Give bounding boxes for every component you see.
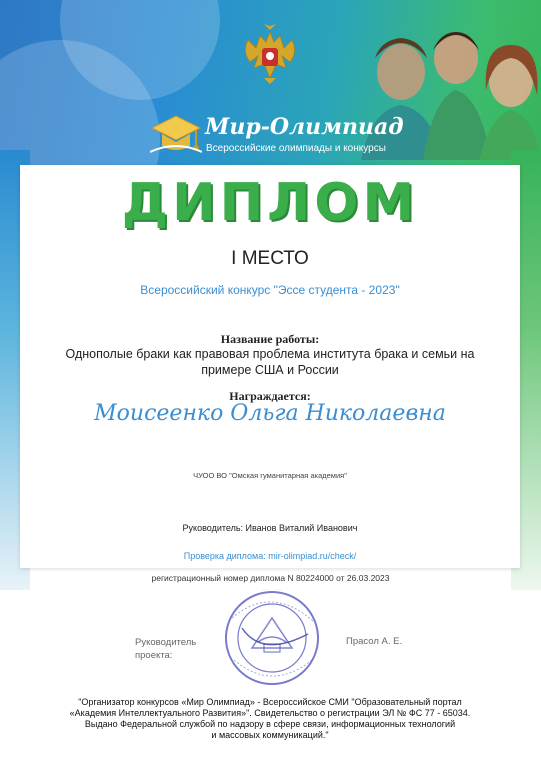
award-label: Награждается: xyxy=(229,389,311,403)
mir-olimpiad-logo xyxy=(150,112,410,158)
footer-line: «Академия Интеллектуального Развития»". Свидетельство о регистрации ЭЛ № ФС 77 - 65034. xyxy=(69,708,471,718)
diploma-title: ДИПЛОМ xyxy=(121,173,419,233)
contest-name: Всероссийский конкурс "Эссе студента - 2023" xyxy=(140,283,400,297)
diploma-check-link[interactable]: Проверка диплома: mir-olimpiad.ru/check/ xyxy=(183,551,357,561)
awardee-name: Моисеенко Ольга Николаевна xyxy=(94,401,446,426)
footer-line: и массовых коммуникаций." xyxy=(211,730,329,740)
graduation-cap-icon xyxy=(150,112,202,158)
diploma-card xyxy=(20,165,520,568)
logo-title: Мир-Олимпиад xyxy=(205,114,404,140)
work-title: Однополые браки как правовая проблема института брака и семьи на примере США и России xyxy=(65,347,475,377)
supervisor-name: Руководитель: Иванов Виталий Иванович xyxy=(182,523,358,533)
coat-of-arms-icon xyxy=(240,22,300,86)
project-leader-label: Руководитель проекта: xyxy=(135,637,197,661)
organization-name: ЧУОО ВО "Омская гуманитарная академия" xyxy=(193,471,347,480)
footer-line: "Организатор конкурсов «Мир Олимпиад» - Всероссийское СМИ "Образовательный портал xyxy=(78,697,462,707)
seal-stamp-icon xyxy=(222,588,322,688)
footer-legal-text xyxy=(20,697,520,741)
work-label: Название работы: xyxy=(220,332,320,346)
place-heading: I МЕСТО xyxy=(231,248,309,269)
footer-line: Выдано Федеральной службой по надзору в сфере связи, информационных технологий xyxy=(84,719,456,729)
logo-subtitle: Всероссийские олимпиады и конкурсы xyxy=(206,143,386,154)
signer-name: Прасол А. Е. xyxy=(346,636,403,647)
registration-number: регистрационный номер диплома N 80224000 от 26.03.2023 xyxy=(151,573,390,583)
